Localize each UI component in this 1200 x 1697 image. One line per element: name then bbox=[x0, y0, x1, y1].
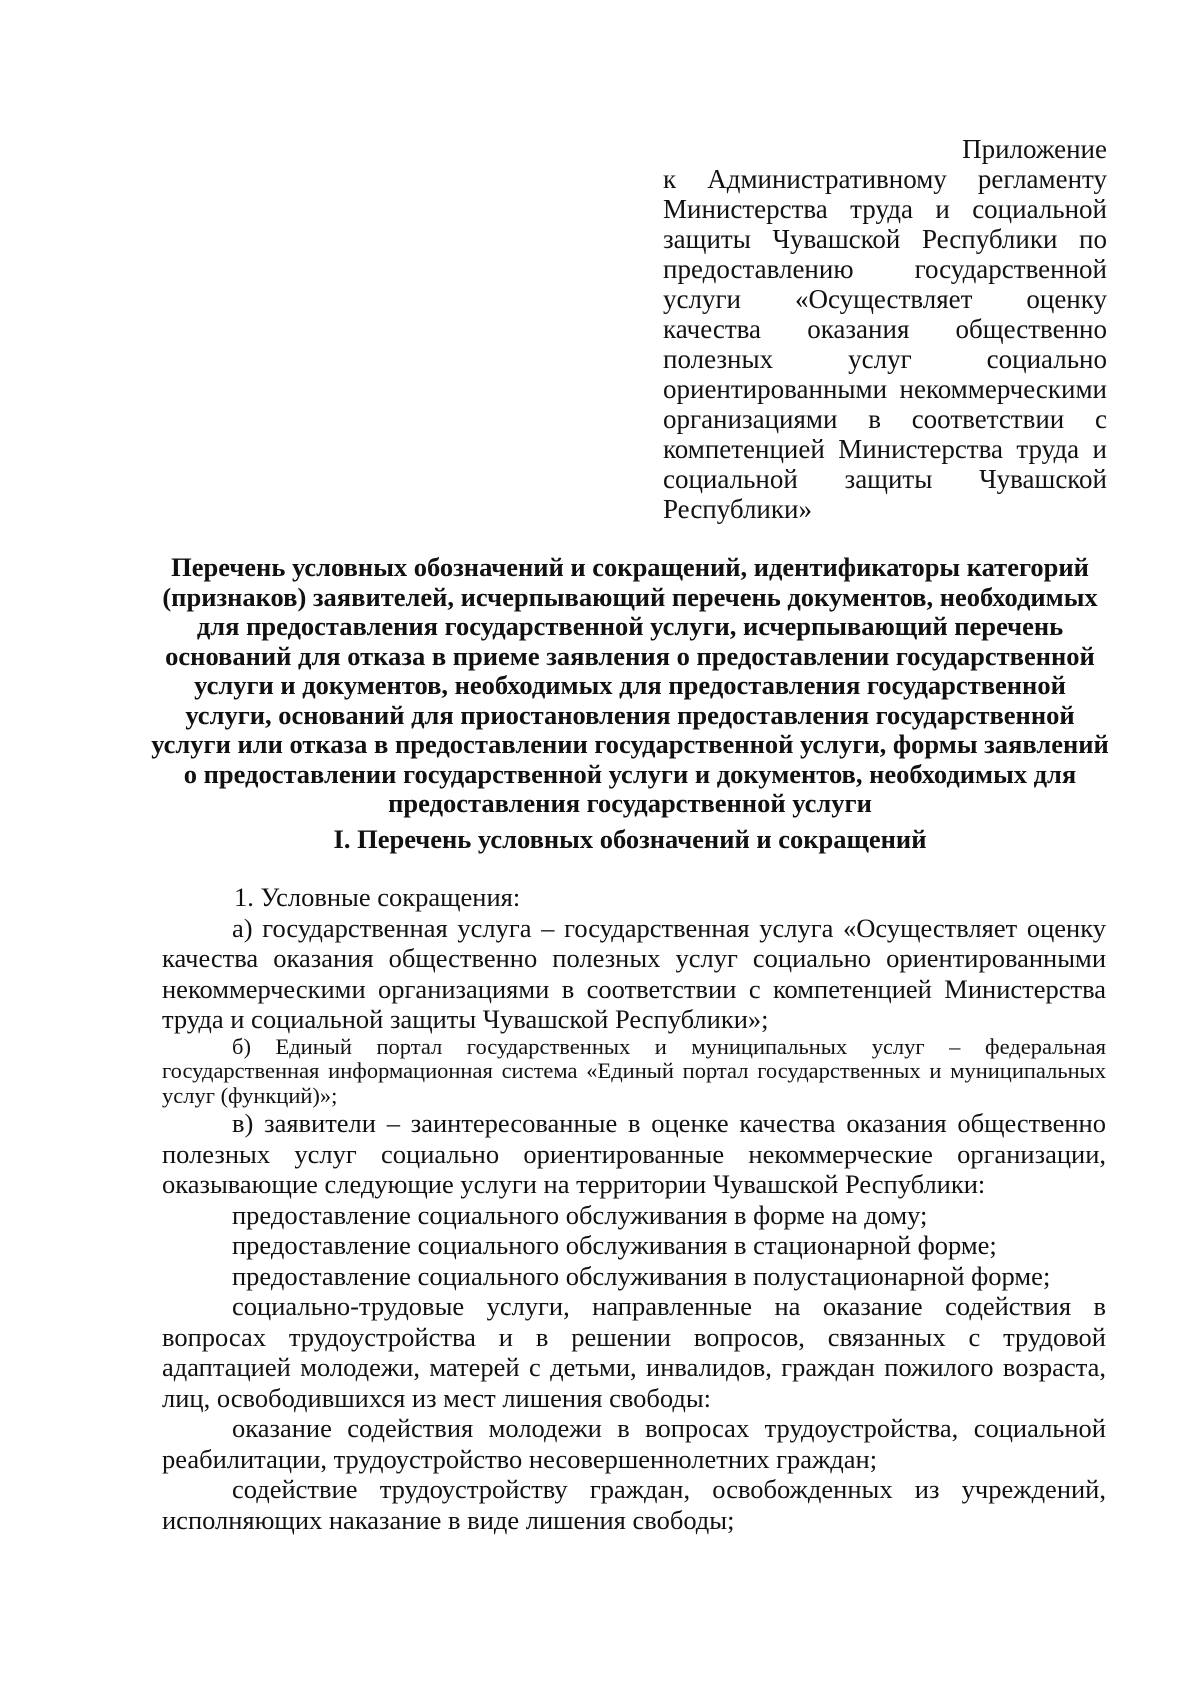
paragraph: предоставление социального обслуживания в стационарной форме; bbox=[232, 1230, 997, 1260]
appendix-text: к Административному регламенту Министерства труда и социальной защиты Чувашской Республики по предоставлению государственной услуги «Осуществляет оценку качества оказания общественно полезных услуг социально ориентированными некоммерческими организациями в соответствии с компетенцией Министерства труда и социальной защиты Чувашской Республики» bbox=[663, 164, 1107, 524]
paragraph: в) заявители – заинтересованные в оценке качества оказания общественно полезных услуг социально ориентированные некоммерческие организации, оказывающие следующие услуги на территории Чувашской Республики: bbox=[162, 1108, 1106, 1199]
paragraph: социально-трудовые услуги, направленные на оказание содействия в вопросах трудоустройства и в решении вопросов, связанных с трудовой адаптацией молодежи, матерей с детьми, инвалидов, граждан пожилого возраста, лиц, освободившихся из мест лишения свободы: bbox=[162, 1291, 1106, 1413]
document-title: Перечень условных обозначений и сокращений, идентификаторы категорий (признаков) заявителей, исчерпывающий перечень документов, необходимых для предоставления государственной услуги, исчерпывающий перечень оснований для отказа в приеме заявления о предоставлении государственной услуги и документов, необходимых для предоставления государственной услуги, оснований для приостановления предоставления государственной услуги или отказа в предоставлении государственной услуги, формы заявлений о предоставлении государственной услуги и документов, необходимых для предоставления государственной услуги bbox=[151, 552, 1109, 818]
appendix-heading: Приложение bbox=[962, 134, 1107, 164]
paragraph: б) Единый портал государственных и муниципальных услуг – федеральная государственная информационная система «Единый портал государственных и муниципальных услуг (функций)»; bbox=[162, 1033, 1106, 1108]
appendix-block bbox=[663, 134, 1107, 524]
paragraph: предоставление социального обслуживания в форме на дому; bbox=[232, 1199, 928, 1230]
section-title: I. Перечень условных обозначений и сокращений bbox=[333, 824, 927, 854]
paragraph: предоставление социального обслуживания в полустационарной форме; bbox=[232, 1260, 1051, 1291]
paragraph: оказание содействия молодежи в вопросах трудоустройства, социальной реабилитации, трудоустройство несовершеннолетних граждан; bbox=[162, 1413, 1106, 1474]
document-body bbox=[162, 882, 1106, 1535]
paragraph: содействие трудоустройству граждан, освобожденных из учреждений, исполняющих наказание в виде лишения свободы; bbox=[162, 1474, 1106, 1535]
paragraph: а) государственная услуга – государственная услуга «Осуществляет оценку качества оказания общественно полезных услуг социально ориентированными некоммерческими организациями в соответствии с компетенцией Министерства труда и социальной защиты Чувашской Республики»; bbox=[162, 912, 1106, 1034]
paragraph: 1. Условные сокращения: bbox=[234, 882, 521, 912]
